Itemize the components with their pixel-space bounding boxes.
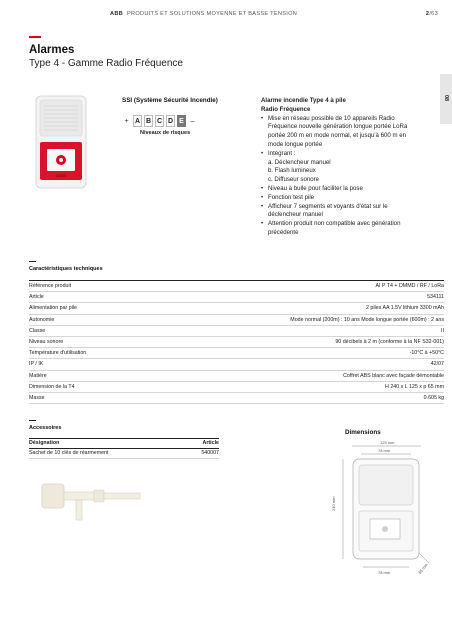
- scale-minus: –: [190, 117, 195, 125]
- feature-subitem: a. Déclencheur manuel: [268, 158, 331, 166]
- specs-table: [29, 280, 444, 404]
- feature-subitem: c. Diffuseur sonore: [268, 176, 320, 184]
- feature-item: • Mise en réseau possible de 10 appareils Radio Fréquence nouvelle génération longue portée LoRa portée 200 m en mode normal, et jusqu'à 600 m en mode longue portée: [261, 115, 421, 150]
- spec-value: Coffret ABS blanc avec façade démontable: [343, 372, 444, 379]
- spec-value: 2 piles AA 1.5V lithium 3300 mAh: [365, 305, 444, 312]
- table-row: [29, 280, 444, 292]
- spec-label: Niveau sonore: [29, 338, 64, 345]
- accent-bar: [29, 36, 41, 38]
- specs-title: Caractéristiques techniques: [29, 266, 103, 272]
- spec-label: Autonomie: [29, 316, 55, 323]
- table-row: [29, 382, 444, 393]
- table-row: [29, 393, 444, 404]
- risk-level-a: A: [133, 115, 142, 127]
- dim-width-inner: 78 mm: [378, 448, 391, 453]
- spec-value: -10°C à +50°C: [409, 350, 444, 357]
- scale-plus: +: [124, 117, 129, 125]
- page-total: /63: [429, 11, 438, 17]
- risk-level-c: C: [155, 115, 164, 127]
- risk-label: Niveaux de risques: [140, 130, 191, 136]
- page-current: 2: [425, 11, 430, 17]
- dimensions-title: Dimensions: [345, 429, 381, 436]
- spec-value: Mode normal (200m) : 10 ans Mode longue portée (600m) : 2 ans: [290, 316, 444, 323]
- col-designation: Désignation: [29, 440, 60, 446]
- spec-value: 42/07: [430, 361, 444, 368]
- page-number: [426, 11, 438, 17]
- section-mark: [29, 420, 36, 421]
- spec-value: 90 décibels à 2 m (conforme à la NF S32-001): [335, 338, 444, 345]
- spec-label: Article: [29, 294, 44, 301]
- table-row: [29, 326, 444, 337]
- dimension-drawing: [325, 437, 435, 577]
- table-row: [29, 449, 219, 459]
- product-description: [261, 97, 421, 238]
- risk-level-b: B: [144, 115, 153, 127]
- accessories-title: Accessoires: [29, 425, 62, 431]
- spec-value: H 240 x L 125 x p 65 mm: [385, 383, 444, 390]
- table-row: [29, 292, 444, 303]
- dim-width-bottom: 78 mm: [378, 570, 391, 575]
- spec-label: Matière: [29, 372, 47, 379]
- feature-list: [261, 115, 421, 238]
- feature-subitem: b. Flash lumineux: [268, 167, 316, 175]
- page-header: [0, 11, 452, 21]
- ssi-title: SSI (Système Sécurité Incendie): [122, 97, 218, 104]
- table-row: [29, 359, 444, 370]
- chapter-tab-label: 08: [443, 94, 449, 102]
- dim-depth: 65 mm: [417, 562, 429, 575]
- col-article: Article: [202, 440, 219, 446]
- feature-item: • Intégrant :: [261, 150, 421, 159]
- product-image-alarm: [30, 94, 95, 190]
- feature-item: • Fonction test pile: [261, 194, 421, 203]
- feature-item: • Afficheur 7 segments et voyants d'état sur le déclencheur manuel: [261, 203, 421, 221]
- feature-item: • Niveau à bulle pour faciliter la pose: [261, 185, 421, 194]
- spec-value: 0.605 kg: [423, 394, 444, 401]
- description-title-2: Radio Fréquence: [261, 105, 311, 113]
- feature-item: • Attention produit non compatible avec génération précédente: [261, 220, 421, 238]
- accessory-article: 540007: [201, 450, 219, 456]
- page-title: Alarmes: [29, 44, 75, 56]
- spec-label: Classe: [29, 327, 46, 334]
- dim-height: 240 mm: [331, 496, 336, 511]
- section-mark: [29, 261, 36, 262]
- spec-value: 534111: [427, 294, 444, 301]
- reset-key-image: [34, 470, 150, 525]
- header-section: PRODUITS ET SOLUTIONS MOYENNE ET BASSE TENSION: [127, 11, 298, 17]
- description-title-1: Alarme incendie Type 4 à pile: [261, 97, 346, 104]
- risk-level-e-selected: E: [177, 115, 186, 127]
- accessory-designation: Sachet de 10 clés de réarmement: [29, 450, 109, 456]
- table-row: [29, 337, 444, 348]
- table-row: [29, 315, 444, 326]
- chapter-tab: [440, 74, 452, 124]
- table-row: [29, 348, 444, 359]
- ssi-risk-scale: [122, 115, 197, 127]
- spec-label: Alimentation par pile: [29, 305, 77, 312]
- table-row: [29, 371, 444, 382]
- dim-width-total: 125 mm: [380, 440, 395, 445]
- spec-value: AI P T4 + DMMD / RF / LoRa: [375, 283, 444, 289]
- spec-label: IP / IK: [29, 361, 44, 368]
- spec-label: Référence produit: [29, 283, 72, 289]
- spec-value: II: [441, 327, 444, 334]
- spec-label: Dimension de la T4: [29, 383, 75, 390]
- accessories-table: [29, 438, 219, 459]
- table-header: [29, 438, 219, 449]
- spec-label: Température d'utilisation: [29, 350, 87, 357]
- risk-level-d: D: [166, 115, 175, 127]
- spec-label: Masse: [29, 394, 45, 401]
- table-row: [29, 303, 444, 314]
- page-subtitle: Type 4 - Gamme Radio Fréquence: [29, 58, 183, 69]
- brand-logo: ABB: [110, 11, 124, 17]
